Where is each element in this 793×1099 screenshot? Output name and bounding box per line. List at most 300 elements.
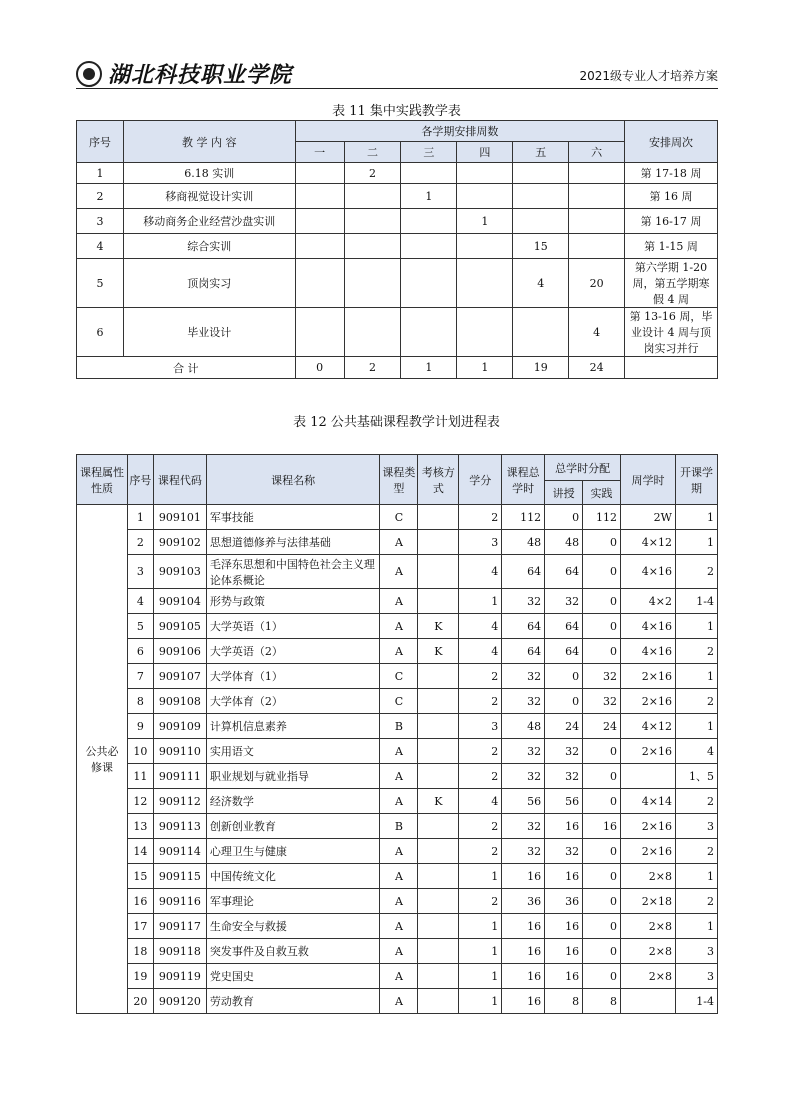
course-total-hours: 32 — [502, 739, 545, 764]
course-code: 909115 — [153, 864, 206, 889]
course-term: 1 — [675, 614, 717, 639]
course-exam — [418, 589, 459, 614]
table-row — [77, 689, 718, 714]
course-name: 大学英语（1） — [206, 614, 380, 639]
row-no: 2 — [77, 184, 124, 209]
table-row — [77, 864, 718, 889]
school-name: 湖北科技职业学院 — [108, 62, 293, 88]
course-practice-hours: 0 — [583, 889, 621, 914]
course-credit: 3 — [459, 714, 502, 739]
course-lecture-hours: 64 — [545, 555, 583, 589]
course-term: 4 — [675, 739, 717, 764]
course-lecture-hours: 32 — [545, 739, 583, 764]
course-type: A — [380, 989, 418, 1014]
course-total-hours: 64 — [502, 555, 545, 589]
public-course-plan-table — [76, 454, 718, 1014]
row-schedule: 第 13-16 周，毕业设计 4 周与顶岗实习并行 — [625, 308, 718, 357]
term-weeks-6 — [569, 209, 625, 234]
row-content: 移动商务企业经营沙盘实训 — [123, 209, 295, 234]
table-row — [77, 964, 718, 989]
table-row — [77, 789, 718, 814]
course-practice-hours: 0 — [583, 789, 621, 814]
table-row — [77, 234, 718, 259]
term-weeks-1 — [295, 184, 344, 209]
course-weekly-hours: 2×8 — [621, 864, 676, 889]
course-weekly-hours: 4×16 — [621, 614, 676, 639]
course-no: 5 — [127, 614, 153, 639]
header-code: 课程代码 — [153, 455, 206, 505]
table-row — [77, 739, 718, 764]
course-no: 8 — [127, 689, 153, 714]
course-weekly-hours: 2×16 — [621, 839, 676, 864]
course-code: 909113 — [153, 814, 206, 839]
course-total-hours: 64 — [502, 614, 545, 639]
course-exam: K — [418, 789, 459, 814]
course-name: 计算机信息素养 — [206, 714, 380, 739]
table-row — [77, 989, 718, 1014]
course-name: 形势与政策 — [206, 589, 380, 614]
course-type: A — [380, 939, 418, 964]
table-row — [77, 184, 718, 209]
table-row — [77, 889, 718, 914]
table-row — [77, 839, 718, 864]
table-row — [77, 163, 718, 184]
course-exam — [418, 839, 459, 864]
row-content: 6.18 实训 — [123, 163, 295, 184]
header-term-6: 六 — [569, 142, 625, 163]
course-name: 大学英语（2） — [206, 639, 380, 664]
course-exam — [418, 889, 459, 914]
row-schedule: 第 16 周 — [625, 184, 718, 209]
term-weeks-4 — [457, 259, 513, 308]
course-code: 909108 — [153, 689, 206, 714]
total-label: 合 计 — [77, 357, 296, 379]
course-name: 党史国史 — [206, 964, 380, 989]
course-code: 909119 — [153, 964, 206, 989]
course-credit: 2 — [459, 689, 502, 714]
row-content: 综合实训 — [123, 234, 295, 259]
practice-teaching-table — [76, 120, 718, 379]
course-name: 军事理论 — [206, 889, 380, 914]
course-no: 7 — [127, 664, 153, 689]
header-name: 课程名称 — [206, 455, 380, 505]
header-weekly: 周学时 — [621, 455, 676, 505]
course-exam — [418, 664, 459, 689]
term-weeks-2 — [344, 184, 401, 209]
course-practice-hours: 0 — [583, 839, 621, 864]
course-no: 9 — [127, 714, 153, 739]
course-weekly-hours — [621, 764, 676, 789]
course-lecture-hours: 16 — [545, 939, 583, 964]
total-term-4: 1 — [457, 357, 513, 379]
table-row — [77, 764, 718, 789]
term-weeks-2 — [344, 209, 401, 234]
course-weekly-hours: 2×16 — [621, 664, 676, 689]
course-practice-hours: 0 — [583, 864, 621, 889]
course-code: 909118 — [153, 939, 206, 964]
term-weeks-3 — [401, 234, 457, 259]
total-schedule — [625, 357, 718, 379]
course-code: 909104 — [153, 589, 206, 614]
course-code: 909102 — [153, 530, 206, 555]
course-no: 19 — [127, 964, 153, 989]
course-code: 909103 — [153, 555, 206, 589]
term-weeks-5 — [513, 184, 569, 209]
total-term-5: 19 — [513, 357, 569, 379]
table-row — [77, 714, 718, 739]
course-credit: 2 — [459, 505, 502, 530]
course-exam — [418, 555, 459, 589]
course-total-hours: 48 — [502, 714, 545, 739]
row-schedule: 第 17-18 周 — [625, 163, 718, 184]
course-weekly-hours — [621, 989, 676, 1014]
course-term: 1 — [675, 505, 717, 530]
course-credit: 1 — [459, 939, 502, 964]
course-practice-hours: 0 — [583, 964, 621, 989]
table-row — [77, 589, 718, 614]
course-credit: 3 — [459, 530, 502, 555]
course-weekly-hours: 2×8 — [621, 914, 676, 939]
term-weeks-4: 1 — [457, 209, 513, 234]
course-no: 2 — [127, 530, 153, 555]
course-credit: 1 — [459, 589, 502, 614]
table-row — [77, 555, 718, 589]
course-lecture-hours: 0 — [545, 689, 583, 714]
table-row — [77, 209, 718, 234]
course-weekly-hours: 2×16 — [621, 739, 676, 764]
term-weeks-4 — [457, 234, 513, 259]
course-lecture-hours: 16 — [545, 914, 583, 939]
course-total-hours: 16 — [502, 914, 545, 939]
term-weeks-3 — [401, 209, 457, 234]
course-weekly-hours: 4×2 — [621, 589, 676, 614]
course-term: 1-4 — [675, 589, 717, 614]
course-credit: 1 — [459, 864, 502, 889]
row-content: 毕业设计 — [123, 308, 295, 357]
course-total-hours: 32 — [502, 764, 545, 789]
course-credit: 2 — [459, 764, 502, 789]
course-type: A — [380, 889, 418, 914]
header-practice: 实践 — [583, 481, 621, 505]
course-name: 大学体育（1） — [206, 664, 380, 689]
course-code: 909117 — [153, 914, 206, 939]
course-total-hours: 32 — [502, 839, 545, 864]
table-row — [77, 939, 718, 964]
table12-caption: 表 12 公共基础课程教学计划进程表 — [293, 415, 500, 430]
course-name: 创新创业教育 — [206, 814, 380, 839]
course-no: 15 — [127, 864, 153, 889]
term-weeks-6: 4 — [569, 308, 625, 357]
course-weekly-hours: 2×8 — [621, 939, 676, 964]
course-no: 6 — [127, 639, 153, 664]
course-term: 1 — [675, 530, 717, 555]
course-lecture-hours: 64 — [545, 614, 583, 639]
course-term: 1 — [675, 714, 717, 739]
course-practice-hours: 0 — [583, 739, 621, 764]
course-exam — [418, 864, 459, 889]
course-exam — [418, 505, 459, 530]
course-code: 909101 — [153, 505, 206, 530]
course-practice-hours: 32 — [583, 689, 621, 714]
course-total-hours: 32 — [502, 689, 545, 714]
course-name: 毛泽东思想和中国特色社会主义理论体系概论 — [206, 555, 380, 589]
course-practice-hours: 0 — [583, 764, 621, 789]
course-no: 11 — [127, 764, 153, 789]
course-total-hours: 112 — [502, 505, 545, 530]
total-term-6: 24 — [569, 357, 625, 379]
term-weeks-4 — [457, 308, 513, 357]
term-weeks-6 — [569, 184, 625, 209]
document-title: 2021级专业人才培养方案 — [579, 69, 718, 83]
row-no: 3 — [77, 209, 124, 234]
course-practice-hours: 0 — [583, 589, 621, 614]
course-name: 经济数学 — [206, 789, 380, 814]
course-no: 17 — [127, 914, 153, 939]
header-term-2: 二 — [344, 142, 401, 163]
course-type: A — [380, 964, 418, 989]
course-weekly-hours: 2W — [621, 505, 676, 530]
term-weeks-6 — [569, 234, 625, 259]
term-weeks-1 — [295, 209, 344, 234]
course-credit: 4 — [459, 555, 502, 589]
course-practice-hours: 0 — [583, 939, 621, 964]
term-weeks-1 — [295, 163, 344, 184]
course-total-hours: 36 — [502, 889, 545, 914]
table11-caption: 表 11 集中实践教学表 — [332, 104, 461, 119]
course-no: 18 — [127, 939, 153, 964]
course-no: 3 — [127, 555, 153, 589]
course-exam: K — [418, 639, 459, 664]
course-type: A — [380, 839, 418, 864]
course-lecture-hours: 32 — [545, 764, 583, 789]
course-name: 中国传统文化 — [206, 864, 380, 889]
course-type: A — [380, 739, 418, 764]
course-term: 1-4 — [675, 989, 717, 1014]
term-weeks-3 — [401, 163, 457, 184]
course-no: 1 — [127, 505, 153, 530]
page-header — [76, 56, 718, 89]
course-code: 909116 — [153, 889, 206, 914]
course-credit: 4 — [459, 789, 502, 814]
course-lecture-hours: 24 — [545, 714, 583, 739]
course-exam: K — [418, 614, 459, 639]
course-practice-hours: 8 — [583, 989, 621, 1014]
header-term-weeks: 各学期安排周数 — [295, 121, 624, 142]
course-weekly-hours: 4×16 — [621, 639, 676, 664]
course-total-hours: 16 — [502, 989, 545, 1014]
header-content: 教 学 内 容 — [123, 121, 295, 163]
course-total-hours: 48 — [502, 530, 545, 555]
course-type: B — [380, 814, 418, 839]
course-no: 10 — [127, 739, 153, 764]
row-schedule: 第 1-15 周 — [625, 234, 718, 259]
term-weeks-4 — [457, 163, 513, 184]
course-lecture-hours: 64 — [545, 639, 583, 664]
course-practice-hours: 0 — [583, 530, 621, 555]
course-total-hours: 64 — [502, 639, 545, 664]
course-term: 1、5 — [675, 764, 717, 789]
course-term: 2 — [675, 839, 717, 864]
course-name: 突发事件及自救互救 — [206, 939, 380, 964]
course-total-hours: 16 — [502, 939, 545, 964]
table-row — [77, 308, 718, 357]
course-credit: 1 — [459, 989, 502, 1014]
course-credit: 2 — [459, 814, 502, 839]
course-weekly-hours: 2×8 — [621, 964, 676, 989]
course-type: C — [380, 664, 418, 689]
course-type: A — [380, 914, 418, 939]
course-code: 909112 — [153, 789, 206, 814]
term-weeks-3 — [401, 259, 457, 308]
course-weekly-hours: 2×16 — [621, 814, 676, 839]
header-term-1: 一 — [295, 142, 344, 163]
course-term: 2 — [675, 689, 717, 714]
term-weeks-1 — [295, 259, 344, 308]
course-weekly-hours: 4×14 — [621, 789, 676, 814]
course-lecture-hours: 36 — [545, 889, 583, 914]
header-schedule: 安排周次 — [625, 121, 718, 163]
total-term-3: 1 — [401, 357, 457, 379]
course-exam — [418, 814, 459, 839]
table-row — [77, 664, 718, 689]
course-lecture-hours: 56 — [545, 789, 583, 814]
course-type: A — [380, 614, 418, 639]
course-term: 3 — [675, 814, 717, 839]
course-credit: 2 — [459, 839, 502, 864]
course-type: B — [380, 714, 418, 739]
header-credit: 学分 — [459, 455, 502, 505]
table-row — [77, 914, 718, 939]
course-type: A — [380, 639, 418, 664]
course-code: 909105 — [153, 614, 206, 639]
course-lecture-hours: 32 — [545, 839, 583, 864]
header-term-5: 五 — [513, 142, 569, 163]
header-exam: 考核方式 — [418, 455, 459, 505]
row-no: 6 — [77, 308, 124, 357]
row-no: 5 — [77, 259, 124, 308]
row-content: 移商视觉设计实训 — [123, 184, 295, 209]
course-practice-hours: 112 — [583, 505, 621, 530]
course-no: 14 — [127, 839, 153, 864]
course-total-hours: 16 — [502, 964, 545, 989]
term-weeks-1 — [295, 308, 344, 357]
course-lecture-hours: 16 — [545, 864, 583, 889]
course-code: 909106 — [153, 639, 206, 664]
table-row — [77, 259, 718, 308]
course-name: 实用语文 — [206, 739, 380, 764]
course-term: 2 — [675, 789, 717, 814]
course-no: 20 — [127, 989, 153, 1014]
course-term: 3 — [675, 939, 717, 964]
course-weekly-hours: 4×16 — [621, 555, 676, 589]
course-practice-hours: 0 — [583, 614, 621, 639]
term-weeks-5: 4 — [513, 259, 569, 308]
course-practice-hours: 0 — [583, 555, 621, 589]
course-no: 16 — [127, 889, 153, 914]
header-term-4: 四 — [457, 142, 513, 163]
course-no: 4 — [127, 589, 153, 614]
course-weekly-hours: 4×12 — [621, 530, 676, 555]
course-name: 军事技能 — [206, 505, 380, 530]
course-term: 1 — [675, 914, 717, 939]
course-no: 12 — [127, 789, 153, 814]
course-no: 13 — [127, 814, 153, 839]
header-no: 序号 — [77, 121, 124, 163]
course-type: C — [380, 505, 418, 530]
course-credit: 4 — [459, 639, 502, 664]
course-credit: 2 — [459, 739, 502, 764]
total-row — [77, 357, 718, 379]
course-weekly-hours: 4×12 — [621, 714, 676, 739]
header-type: 课程类型 — [380, 455, 418, 505]
course-term: 2 — [675, 555, 717, 589]
course-credit: 1 — [459, 914, 502, 939]
course-type: A — [380, 555, 418, 589]
course-total-hours: 32 — [502, 814, 545, 839]
course-total-hours: 32 — [502, 589, 545, 614]
row-no: 1 — [77, 163, 124, 184]
course-total-hours: 16 — [502, 864, 545, 889]
course-name: 职业规划与就业指导 — [206, 764, 380, 789]
row-schedule: 第六学期 1-20 周，第五学期寒假 4 周 — [625, 259, 718, 308]
course-term: 3 — [675, 964, 717, 989]
course-code: 909111 — [153, 764, 206, 789]
course-exam — [418, 739, 459, 764]
course-credit: 4 — [459, 614, 502, 639]
term-weeks-2 — [344, 234, 401, 259]
course-exam — [418, 939, 459, 964]
header-nature: 课程属性性质 — [77, 455, 128, 505]
term-weeks-1 — [295, 234, 344, 259]
course-practice-hours: 24 — [583, 714, 621, 739]
term-weeks-5 — [513, 308, 569, 357]
table-row — [77, 530, 718, 555]
total-term-1: 0 — [295, 357, 344, 379]
row-content: 顶岗实习 — [123, 259, 295, 308]
course-exam — [418, 964, 459, 989]
course-weekly-hours: 2×18 — [621, 889, 676, 914]
school-logo — [76, 58, 292, 89]
term-weeks-3 — [401, 308, 457, 357]
table-row — [77, 639, 718, 664]
table-row — [77, 614, 718, 639]
course-practice-hours: 0 — [583, 914, 621, 939]
course-total-hours: 32 — [502, 664, 545, 689]
course-group-label: 公共必修课 — [77, 505, 128, 1014]
course-exam — [418, 764, 459, 789]
course-exam — [418, 530, 459, 555]
course-type: A — [380, 789, 418, 814]
row-schedule: 第 16-17 周 — [625, 209, 718, 234]
course-type: A — [380, 530, 418, 555]
course-code: 909107 — [153, 664, 206, 689]
header-total-hours: 课程总学时 — [502, 455, 545, 505]
term-weeks-2 — [344, 308, 401, 357]
course-name: 心理卫生与健康 — [206, 839, 380, 864]
term-weeks-3: 1 — [401, 184, 457, 209]
term-weeks-2: 2 — [344, 163, 401, 184]
table-row — [77, 505, 718, 530]
header-no: 序号 — [127, 455, 153, 505]
course-total-hours: 56 — [502, 789, 545, 814]
course-code: 909114 — [153, 839, 206, 864]
course-exam — [418, 914, 459, 939]
course-practice-hours: 0 — [583, 639, 621, 664]
course-lecture-hours: 8 — [545, 989, 583, 1014]
course-credit: 2 — [459, 889, 502, 914]
course-code: 909109 — [153, 714, 206, 739]
header-hours-dist: 总学时分配 — [545, 455, 621, 481]
